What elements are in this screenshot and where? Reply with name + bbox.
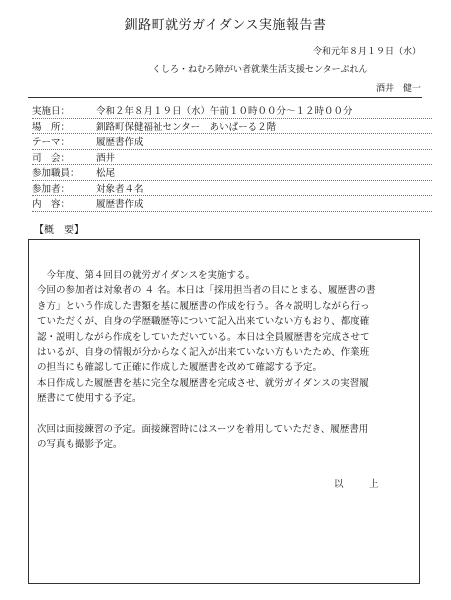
info-row-place xyxy=(32,119,432,135)
author-name: 酒井 健一 xyxy=(375,84,421,94)
info-value: 履歴書作成 xyxy=(96,199,144,211)
summary-heading: 【概 要】 xyxy=(34,225,84,236)
info-row-theme xyxy=(32,134,432,150)
info-value: 履歴書作成 xyxy=(96,137,144,149)
info-value: 令和２年８月１９日（水）午前１０時００分～１２時００分 xyxy=(96,106,353,118)
info-label: 司 会： xyxy=(32,152,71,164)
info-label: 参加職員： xyxy=(32,168,80,180)
summary-line: ていただくが、自身の学歴職歴等について記入出来ていない方もおり、都度確 xyxy=(37,316,370,328)
info-row-date xyxy=(32,103,432,119)
info-row-staff xyxy=(32,165,432,181)
info-value: 対象者４名 xyxy=(96,183,144,195)
info-label: 参加者： xyxy=(32,183,71,195)
info-table xyxy=(32,103,432,212)
summary-line: 今回の参加者は対象者の ４ 名。本日は「採用担当者の目にとまる、履歴書の書 xyxy=(37,285,376,297)
report-title: 釧路町就労ガイダンス実施報告書 xyxy=(124,18,327,33)
info-row-participants xyxy=(32,181,432,197)
summary-line: の担当にも確認して正確に作成した履歴書を改めて確認する予定。 xyxy=(37,362,323,374)
info-value: 釧路町保健福祉センター あいぱーる２階 xyxy=(96,121,277,133)
summary-line: 認・説明しながら作成をしていただいている。本日は全員履歴書を完成させて xyxy=(37,331,370,343)
paragraph-gap xyxy=(37,407,397,422)
summary-line: 今年度、第４回目の就労ガイダンスを実施する。 xyxy=(37,270,256,281)
info-value: 酒井 xyxy=(96,152,116,164)
organization-name: くしろ・ねむろ障がい者就業生活支援センターぷれん xyxy=(152,65,368,75)
header-divider xyxy=(28,97,422,98)
summary-line: 歴書にて使用する予定。 xyxy=(37,393,142,405)
info-label: 実施日： xyxy=(32,106,71,118)
info-label: テーマ： xyxy=(32,137,71,149)
info-row-content xyxy=(32,196,432,212)
summary-line: の写真も撮影予定。 xyxy=(37,439,123,451)
closing-mark: 以 上 xyxy=(334,479,387,490)
info-label: 内 容： xyxy=(32,199,71,211)
info-row-moderator xyxy=(32,150,432,166)
summary-line: 本日作成した履歴書を基に完全な履歴書を完成させ、就労ガイダンスの実習履 xyxy=(37,377,369,389)
summary-line: はいるが、自身の情報が分からなく記入が出来ていない方もいたため、作業班 xyxy=(37,347,370,359)
report-date: 令和元年８月１９日（水） xyxy=(312,47,421,57)
summary-line: 次回は面接練習の予定。面接練習時にはスーツを着用していただき、履歴書用 xyxy=(37,424,369,436)
info-label: 場 所： xyxy=(32,121,71,133)
summary-body xyxy=(37,268,397,453)
info-value: 松尾 xyxy=(96,168,116,180)
summary-line: き方」という作成した書類を基に履歴書の作成を行う。各々説明しながら行っ xyxy=(37,300,370,312)
